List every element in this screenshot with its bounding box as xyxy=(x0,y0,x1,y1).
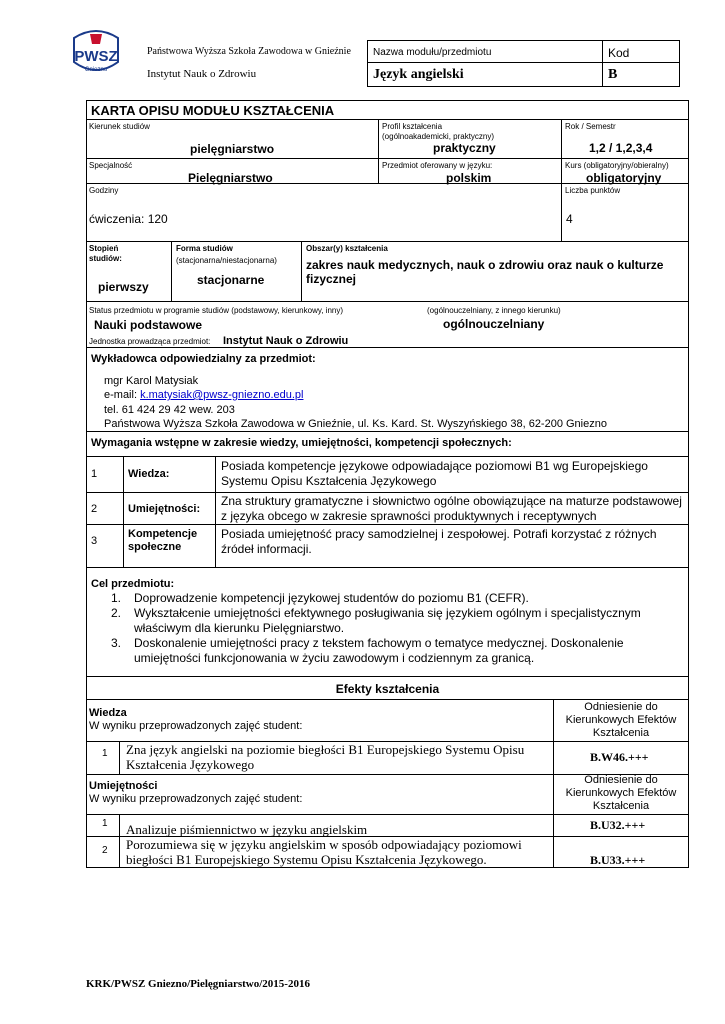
goal-text: Wykształcenie umiejętności efektywnego posługiwania się językiem ogólnym i specjalistycznym właściwym dla kierunku Pielęgniarstwo. xyxy=(134,606,641,635)
effect-text: Porozumiewa się w języku angielskim w sposób odpowiadający poziomowi biegłości B1 Europejskiego Systemu Opisu Kształcenia Językowego. xyxy=(126,837,522,867)
goal-num: 2. xyxy=(111,606,122,620)
code-value: B xyxy=(608,67,618,82)
svg-text:PWSZ: PWSZ xyxy=(74,48,118,65)
hours-label: Godziny xyxy=(89,186,119,195)
unit-label: Jednostka prowadząca przedmiot: xyxy=(89,337,211,346)
goal-text: Doskonalenie umiejętności pracy z tekstem fachowym o tematyce medycznej. Doskonalenie umiejętności funkcjonowania w życiu zawodowym i codziennym za granicą. xyxy=(134,636,624,665)
course-value: obligatoryjny xyxy=(586,171,662,185)
profile-label: Profil kształcenia (ogólnoakademicki, praktyczny) xyxy=(382,122,495,141)
module-label: Nazwa modułu/przedmiotu xyxy=(373,47,492,58)
effect-num: 1 xyxy=(102,748,108,759)
level-label: Stopień studiów: xyxy=(89,244,122,263)
email-link[interactable]: k.matysiak@pwsz-gniezno.edu.pl xyxy=(140,389,304,401)
lang-value: polskim xyxy=(446,171,492,185)
unit-value: Instytut Nauk o Zdrowiu xyxy=(223,335,349,347)
req-text: Posiada kompetencje językowe odpowiadające poziomowi B1 wg Europejskiego Systemu Opisu Kształcenia Językowego xyxy=(221,459,648,488)
lecturer-email-row xyxy=(104,389,303,401)
req-label: Kompetencje społeczne xyxy=(128,528,198,553)
profile-value: praktyczny xyxy=(433,141,496,155)
req-text: Posiada umiejętność pracy samodzielnej i zespołowej. Potrafi korzystać z różnych źródeł informacji. xyxy=(221,527,657,556)
goal-text: Doprowadzenie kompetencji językowej studentów do poziomu B1 (CEFR). xyxy=(134,591,529,605)
general-value: ogólnouczelniany xyxy=(443,317,545,331)
year-value: 1,2 / 1,2,3,4 xyxy=(589,141,653,155)
lecturer-address: Państwowa Wyższa Szkoła Zawodowa w Gnieźnie, ul. Ks. Kard. St. Wyszyńskiego 38, 62-200 Gniezno xyxy=(104,418,607,430)
goal-num: 1. xyxy=(111,591,122,605)
effect-ref: B.U33.+++ xyxy=(590,853,646,867)
req-text: Zna struktury gramatyczne i słownictwo ogólne obowiązujące na maturze podstawowej z języka obcego w zakresie sprawności produktywnych i receptywnych xyxy=(221,494,682,523)
skills-title: Umiejętności xyxy=(89,780,158,792)
school-logo xyxy=(68,28,124,78)
effect-text: Zna język angielski na poziomie biegłości B1 Europejskiego Systemu Opisu Kształcenia Językowego xyxy=(126,742,525,772)
form-value: stacjonarne xyxy=(197,273,265,287)
year-label: Rok / Semestr xyxy=(565,122,616,131)
hours-value: ćwiczenia: 120 xyxy=(89,212,168,226)
lecturer-phone: tel. 61 424 29 42 wew. 203 xyxy=(104,404,235,416)
lecturer-name: mgr Karol Matysiak xyxy=(104,375,199,387)
goals-heading: Cel przedmiotu: xyxy=(91,578,175,590)
knowledge-title: Wiedza xyxy=(89,707,127,719)
email-label: e-mail: xyxy=(104,389,141,401)
effect-num: 1 xyxy=(102,818,108,829)
points-value: 4 xyxy=(566,212,573,226)
effect-ref: B.U32.+++ xyxy=(590,818,646,832)
course-label: Kurs (obligatoryjny/obieralny) xyxy=(565,161,669,170)
field-value: pielęgniarstwo xyxy=(190,142,275,156)
lecturer-heading: Wykładowca odpowiedzialny za przedmiot: xyxy=(91,353,316,365)
school-name: Państwowa Wyższa Szkoła Zawodowa w Gnieźnie xyxy=(147,46,351,57)
effect-ref: B.W46.+++ xyxy=(590,750,649,764)
svg-text:Gniezno: Gniezno xyxy=(84,67,108,73)
req-label: Wiedza: xyxy=(128,468,170,480)
spec-value: Pielęgniarstwo xyxy=(188,171,273,185)
footer-text: KRK/PWSZ Gniezno/Pielęgniarstwo/2015-2016 xyxy=(86,978,310,990)
req-label: Umiejętności: xyxy=(128,503,201,515)
general-label: (ogólnouczelniany, z innego kierunku) xyxy=(427,306,561,315)
effects-heading: Efekty kształcenia xyxy=(335,682,440,696)
ref-label: Odniesienie do Kierunkowych Efektów Kształcenia xyxy=(565,774,677,812)
area-value: zakres nauk medycznych, nauk o zdrowiu oraz nauk o kulturze fizycznej xyxy=(306,258,664,286)
skills-sub: W wyniku przeprowadzonych zajęć student: xyxy=(89,793,303,805)
code-label: Kod xyxy=(608,46,630,60)
level-value: pierwszy xyxy=(98,280,149,294)
ref-label: Odniesienie do Kierunkowych Efektów Kształcenia xyxy=(565,701,677,739)
status-label: Status przedmiotu w programie studiów (podstawowy, kierunkowy, inny) xyxy=(89,306,344,315)
req-num: 3 xyxy=(91,535,98,547)
goal-num: 3. xyxy=(111,636,122,650)
lang-label: Przedmiot oferowany w języku: xyxy=(382,161,493,170)
effect-num: 2 xyxy=(102,845,108,856)
req-num: 1 xyxy=(91,468,98,480)
requirements-heading: Wymagania wstępne w zakresie wiedzy, umiejętności, kompetencji społecznych: xyxy=(91,437,512,449)
knowledge-sub: W wyniku przeprowadzonych zajęć student: xyxy=(89,720,303,732)
form-sub: (stacjonarna/niestacjonarna) xyxy=(176,256,277,265)
institute-name: Instytut Nauk o Zdrowiu xyxy=(147,68,257,80)
effect-text: Analizuje piśmiennictwo w języku angielskim xyxy=(126,822,368,837)
points-label: Liczba punktów xyxy=(565,186,621,195)
spec-label: Specjalność xyxy=(89,161,133,170)
card-title: KARTA OPISU MODUŁU KSZTAŁCENIA xyxy=(91,103,335,118)
field-label: Kierunek studiów xyxy=(89,122,150,131)
area-label: Obszar(y) kształcenia xyxy=(306,244,388,253)
module-name: Język angielski xyxy=(373,67,464,82)
form-label: Forma studiów xyxy=(176,244,233,253)
req-num: 2 xyxy=(91,503,98,515)
status-value: Nauki podstawowe xyxy=(94,318,203,332)
